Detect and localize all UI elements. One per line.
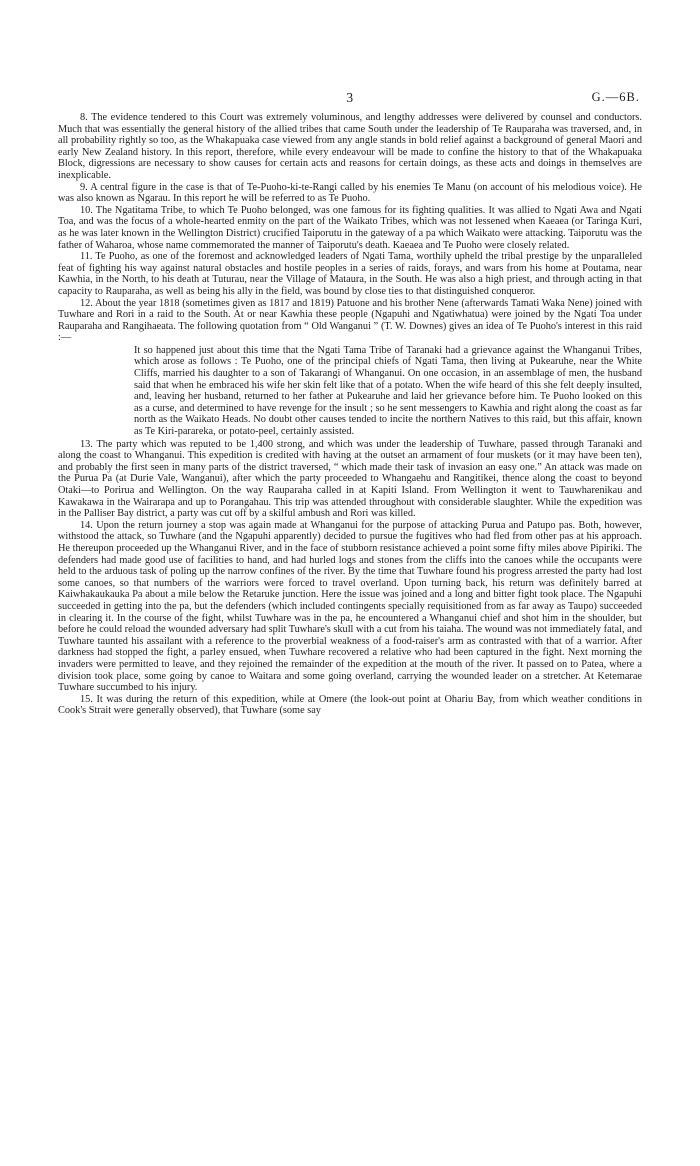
block-quotation: It so happened just about this time that the Ngati Tama Tribe of Taranaki had a grievance against the Whanganui Tribes, which arose as follows : Te Puoho, one of the principal chiefs of Ngati Tama, then living at Pukearuhe, near the White Cliffs, married his daughter to a son of Takarangi of Whanganui. On one occasion, in an assemblage of men, the husband said that when he embraced his wife her skin felt like that of a potato. When the wife heard of this she felt deeply insulted, and, leaving her husband, returned to her father at Pukearuhe and laid her grievance before him. Te Puoho looked on this as a curse, and determined to have revenge for the insult ; so he sent messengers to Kawhia and right along the coast as far north as the Waikato Heads. No doubt other causes tended to incite the northern Natives to this raid, but this affair, known as Te Kiri-parareka, or potato-peel, certainly assisted.	[134, 344, 642, 438]
body-text	[58, 112, 642, 717]
paragraph-12: 12. About the year 1818 (sometimes given as 1817 and 1819) Patuone and his brother Nene (afterwards Tamati Waka Nene) joined with Tuwhare and Rori in a raid to the South. At or near Kawhia these people (Ngapuhi and Ngatiwhatua) were joined by the Ngati Toa under Rauparaha and Rangihaeata. The following quotation from “ Old Wanganui ” (T. W. Downes) gives an idea of Te Puoho's interest in this raid :—	[58, 297, 642, 344]
document-code: G.—6B.	[591, 90, 640, 104]
paragraph-14: 14. Upon the return journey a stop was again made at Whanganui for the purpose of attacking Purua and Patupo pas. Both, however, withstood the attack, so Tuwhare (and the Ngapuhi apparently) decided to pursue the fugitives who had fled from other pas at his approach. He thereupon proceeded up the Whanganui River, and in the face of stubborn resistance achieved a point some fifty miles above Pipiriki. The defenders had made good use of facilities to hand, and had hurled logs and stones from the cliffs into the canoes while the occupants were held to the arduous task of poling up the narrow confines of the river. By the time that Tuwhare found his progress arrested the party had lost some canoes, so that numbers of the warriors were forced to travel overland. Upon turning back, his return was definitely barred at Kaiwhakaukauka Pa about a mile below the Retaruke junction. Here the issue was joined and a long and bitter fight took place. The Ngapuhi succeeded in getting into the pa, but the defenders (which included contingents specially requisitioned from as far away as Taupo) succeeded in clearing it. In the course of the fight, whilst Tuwhare was in the pa, he encountered a Whanganui chief and shot him in the shoulder, but before he could reload the wounded adversary had split Tuwhare's skull with a cut from his taiaha. The wound was not immediately fatal, and Tuwhare taunted his assailant with a reference to the proverbial weakness of a food-raiser's arm as contrasted with that of a warrior. After darkness had stopped the fight, a parley ensued, when Tuwhare recovered a relative who had been captured in the fight. Next morning the invaders were permitted to leave, and they rejoined the remainder of the expedition at the mouth of the river. It passed on to Patea, where a division took place, some going by canoe to Waitara and some going overland, carrying the wounded leader on a stretcher. At Ketemarae Tuwhare succumbed to his injury.	[58, 519, 642, 694]
paragraph-9: 9. A central figure in the case is that of Te-Puoho-ki-te-Rangi called by his enemies Te Manu (on account of his melodious voice). He was also known as Ngarau. In this report he will be referred to as Te Puoho.	[58, 181, 642, 205]
paragraph-8: 8. The evidence tendered to this Court was extremely voluminous, and lengthy addresses were delivered by counsel and conductors. Much that was essentially the general history of the allied tribes that came South under the leadership of Te Rauparaha was traversed, and, in all probability rightly so too, as the Whakapuaka case viewed from any angle stands in bold relief against a background of general Maori and early New Zealand history. In this report, therefore, while every endeavour will be made to confine the history to that of the Whakapuaka Block, digressions are necessary to show causes for certain acts and reasons for certain doings, as these acts and doings in themselves are inexplicable.	[58, 112, 642, 181]
page-number: 3	[346, 90, 354, 105]
paragraph-15: 15. It was during the return of this expedition, while at Omere (the look-out point at Ohariu Bay, from which weather conditions in Cook's Strait were generally observed), that Tuwhare (some say	[58, 693, 642, 717]
paragraph-11: 11. Te Puoho, as one of the foremost and acknowledged leaders of Ngati Tama, worthily upheld the tribal prestige by the unparalleled feat of fighting his way against natural obstacles and hostile peoples in a series of raids, forays, and wars from his home at Poutama, near Kawhia, in the North, to his death at Tuturau, near the Village of Mataura, in the South. He was also a high priest, and through acting in that capacity to Rauparaha, as well as being his ally in the field, was bound by close ties to that distinguished conqueror.	[58, 251, 642, 297]
paragraph-13: 13. The party which was reputed to be 1,400 strong, and which was under the leadership of Tuwhare, passed through Taranaki and along the coast to Whanganui. This expedition is credited with having at the outset an armament of four muskets (or it may have been ten), and probably the first seen in many parts of the district traversed, “ which made their task of invasion an easy one.” An attack was made on the Purua Pa (at Durie Vale, Wanganui), after which the party proceeded to Whangaehu and Rangitikei, thence along the coast to beyond Otaki—to Porirua and Wellington. On the way Rauparaha called in at Kapiti Island. From Wellington it went to Tauwharenikau and Kawakawa in the Wairarapa and up to Porangahau. This trip was attended throughout with considerable slaughter. While the expedition was in the Palliser Bay district, a party was cut off by a skilful ambush and Rori was killed.	[58, 438, 642, 520]
paragraph-10: 10. The Ngatitama Tribe, to which Te Puoho belonged, was one famous for its fighting qualities. It was allied to Ngati Awa and Ngati Toa, and was the focus of a whole-hearted enmity on the part of the Waikato Tribes, which was not lessened when Kaeaea (or Taringa Kuri, as he was later known in the Wellington District) crucified Taiporutu in the gateway of a pa which Waikato were attacking. Taiporutu was the father of Waharoa, whose name commemorated the manner of Taiporutu's death. Kaeaea and Te Puoho were closely related.	[58, 204, 642, 251]
